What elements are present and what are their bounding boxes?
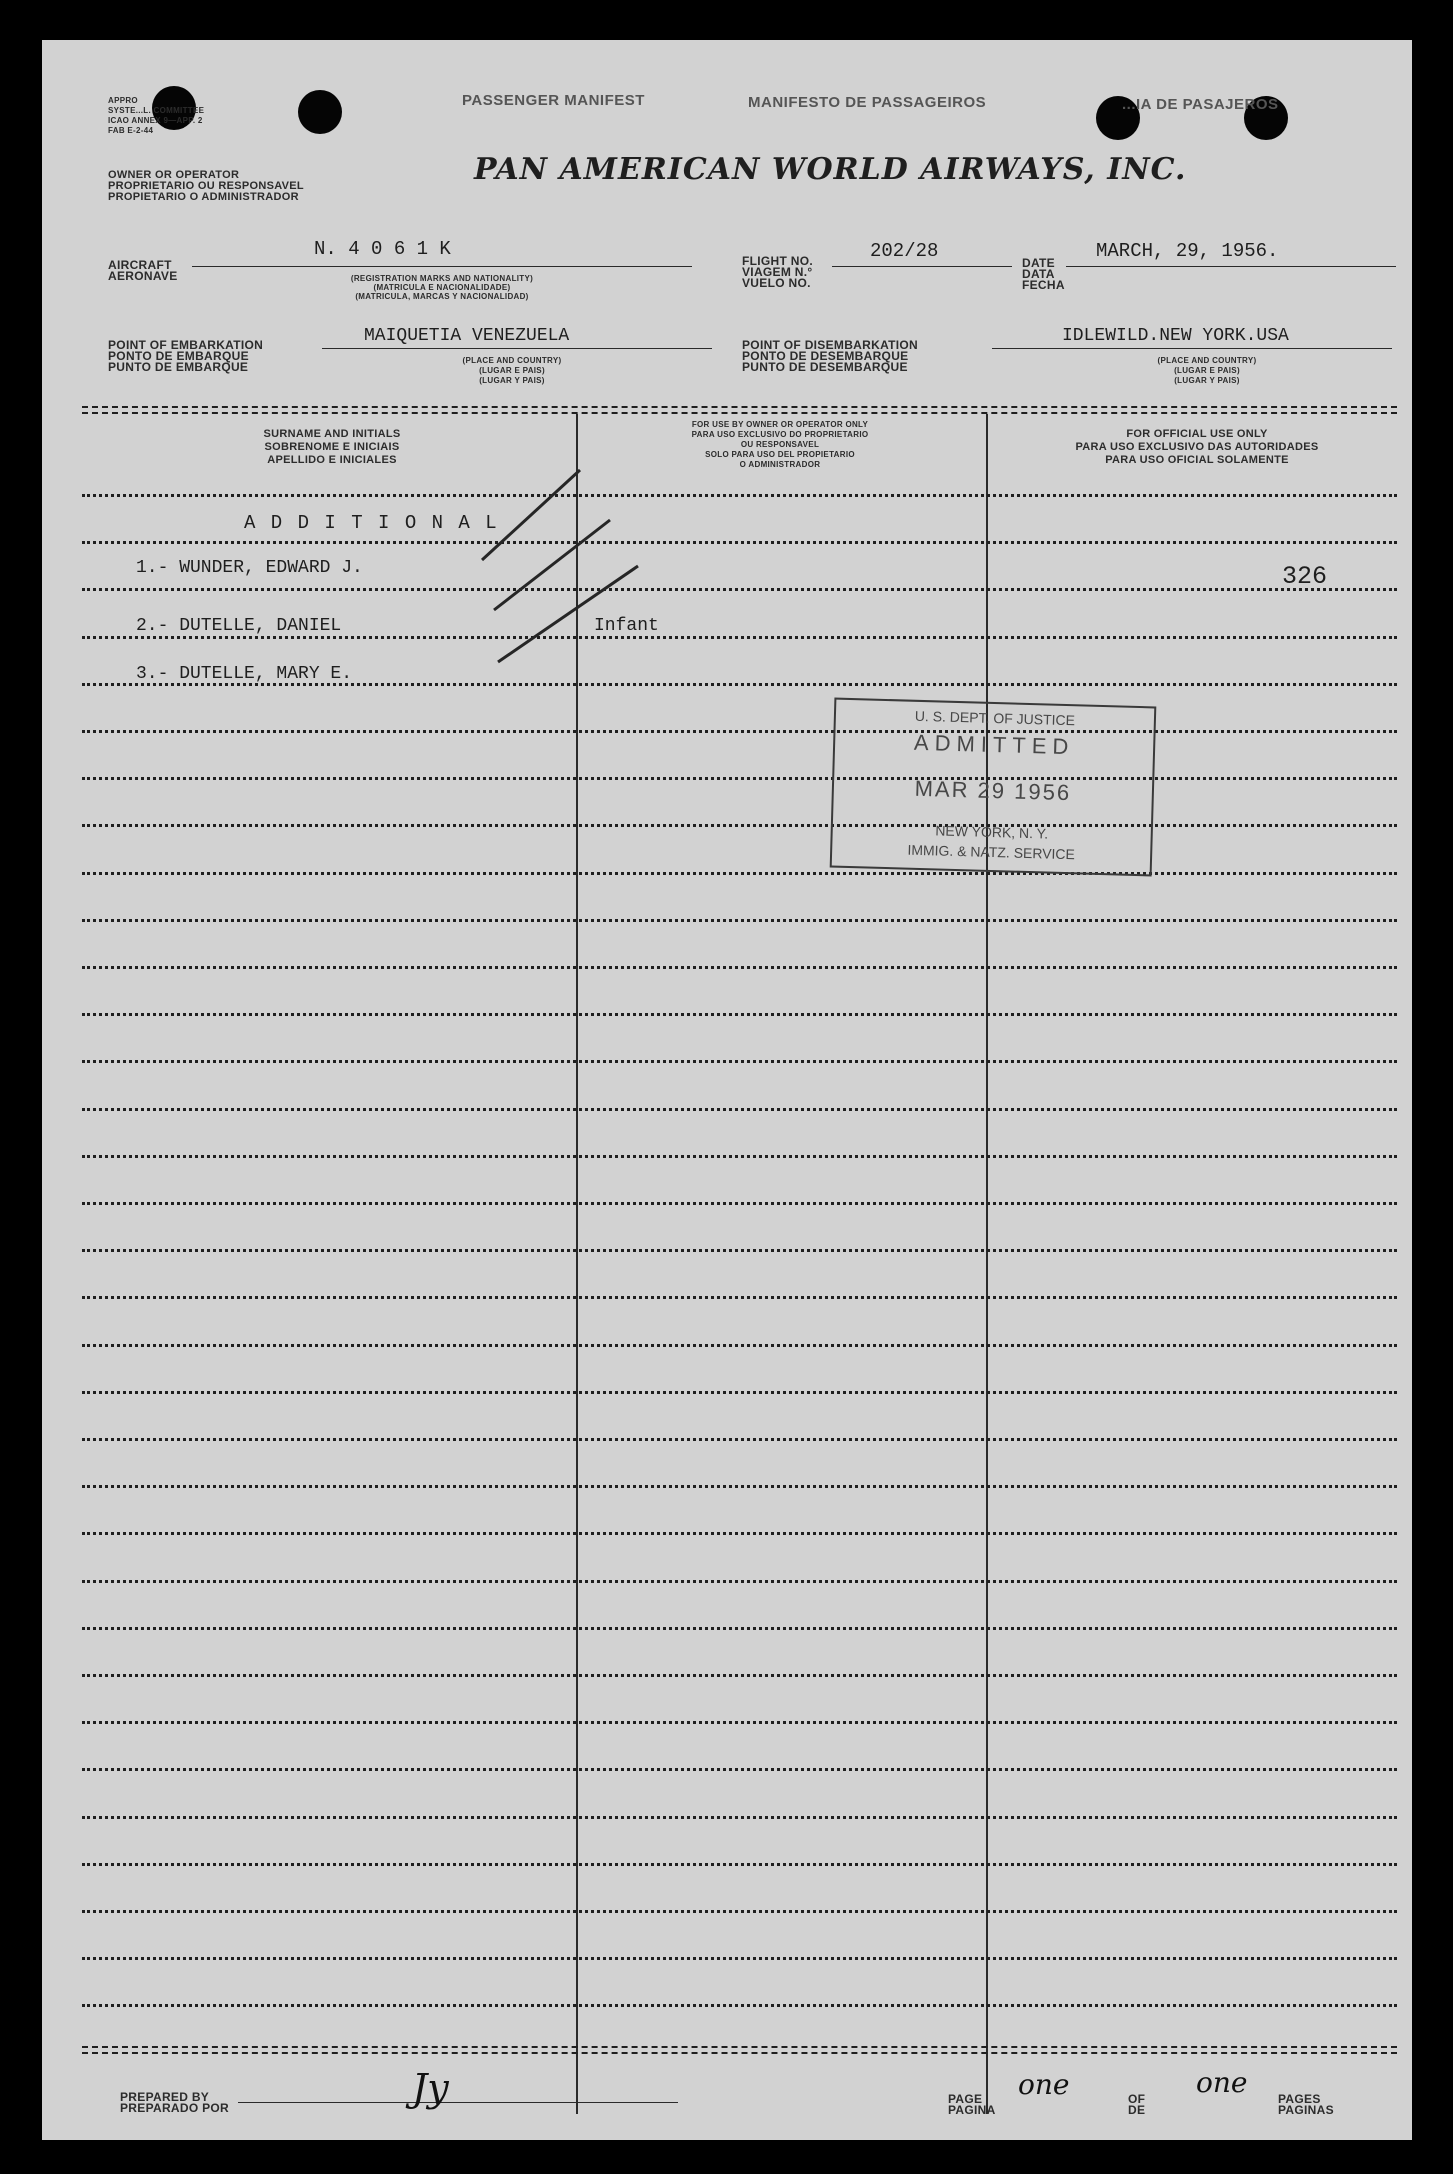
operator-column-header: FOR USE BY OWNER OR OPERATOR ONLY PARA USO EXCLUSIVO DO PROPRIETARIO OU RESPONSAVEL SOLO PARA USO DEL PROPIETARIO O ADMINISTRADOR [691, 420, 869, 469]
form-title-en: PASSENGER MANIFEST [462, 92, 645, 109]
table-bottom-rule [82, 2046, 1397, 2048]
ruled-line [82, 777, 1397, 780]
ruled-line [82, 1438, 1397, 1441]
ruled-line [82, 919, 1397, 922]
flight-label: FLIGHT NO. VIAGEM N.° VUELO NO. [742, 254, 813, 290]
of-value: one [1196, 2066, 1248, 2099]
table-bottom-rule [82, 2052, 1397, 2054]
ruled-line [82, 1296, 1397, 1299]
ruled-line [82, 1816, 1397, 1819]
prepared-label: PREPARED BY PREPARADO POR [120, 2090, 230, 2115]
operator-note: Infant [594, 616, 659, 636]
ruled-line [82, 1721, 1397, 1724]
aircraft-label: AIRCRAFT AERONAVE [108, 258, 178, 283]
form-title-es: ...IA DE PASAJEROS [1122, 96, 1279, 113]
ruled-line [82, 1768, 1397, 1771]
date-value: MARCH, 29, 1956. [1096, 240, 1279, 262]
operator-label: OWNER OR OPERATOR PROPRIETARIO OU RESPONSAVEL PROPIETARIO O ADMINISTRADOR [108, 169, 304, 203]
approval-block: APPRO SYSTE...L. COMMITTEE ICAO ANNEX 9—APP. 2 FAB E-2-44 [108, 96, 205, 135]
stamp-line: MAR 29 1956 [914, 775, 1072, 806]
check-marks [42, 40, 1412, 740]
ruled-line [82, 872, 1397, 875]
ruled-line [82, 1485, 1397, 1488]
ruled-line [82, 1249, 1397, 1252]
aircraft-value: N. 4 0 6 1 K [314, 238, 451, 260]
ruled-line [82, 1060, 1397, 1063]
flight-value: 202/28 [870, 240, 939, 262]
immigration-stamp [830, 698, 1157, 877]
official-column-header: FOR OFFICIAL USE ONLY PARA USO EXCLUSIVO DAS AUTORIDADES PARA USO OFICIAL SOLAMENTE [1075, 428, 1319, 466]
ruled-line [82, 1863, 1397, 1866]
passenger-name: 3.- DUTELLE, MARY E. [136, 664, 353, 684]
ruled-line [82, 1674, 1397, 1677]
ruled-line [82, 1391, 1397, 1394]
ruled-line [82, 1532, 1397, 1535]
additional-heading: A D D I T I O N A L [244, 512, 499, 534]
official-note: 326 [1282, 562, 1328, 591]
passenger-name: 2.- DUTELLE, DANIEL [136, 616, 342, 636]
ruled-line [82, 1344, 1397, 1347]
ruled-line [82, 2004, 1397, 2007]
check-mark [482, 470, 580, 560]
of-label: OF DE [1128, 2092, 1146, 2117]
prepared-signature: Jy [412, 2066, 449, 2110]
check-mark [498, 566, 638, 662]
stamp-line: U. S. DEPT. OF JUSTICE [914, 707, 1076, 729]
date-label: DATE DATA FECHA [1022, 256, 1065, 292]
ruled-line [82, 1155, 1397, 1158]
ruled-line [82, 1580, 1397, 1583]
ruled-line [82, 1910, 1397, 1913]
ruled-line [82, 1202, 1397, 1205]
page-label: PAGE PAGINA [948, 2092, 996, 2117]
ruled-line [82, 966, 1397, 969]
manifest-sheet [42, 40, 1412, 2140]
stamp-line: NEW YORK, N. Y. [935, 822, 1049, 842]
embarkation-label: POINT OF EMBARKATION PONTO DE EMBARQUE PUNTO DE EMBARQUE [108, 338, 264, 374]
form-title-pt: MANIFESTO DE PASSAGEIROS [748, 94, 987, 111]
disembarkation-place-sublabel: (PLACE AND COUNTRY) (LUGAR E PAIS) (LUGAR Y PAIS) [1157, 356, 1257, 385]
page-value: one [1018, 2068, 1070, 2101]
ruled-line [82, 824, 1397, 827]
embarkation-value: MAIQUETIA VENEZUELA [364, 326, 570, 346]
ruled-line [82, 1013, 1397, 1016]
passenger-name: 1.- WUNDER, EDWARD J. [136, 558, 363, 578]
disembarkation-value: IDLEWILD.NEW YORK.USA [1062, 326, 1289, 346]
stamp-line: ADMITTED [913, 729, 1075, 760]
ruled-line [82, 1108, 1397, 1111]
operator-name: PAN AMERICAN WORLD AIRWAYS, INC. [474, 152, 1187, 187]
pages-label: PAGES PAGINAS [1278, 2092, 1334, 2117]
aircraft-sublabel: (REGISTRATION MARKS AND NATIONALITY) (MATRICULA E NACIONALIDADE) (MATRICULA, MARCAS Y NACIONALIDAD) [350, 274, 534, 301]
ruled-line [82, 1627, 1397, 1630]
disembarkation-label: POINT OF DISEMBARKATION PONTO DE DESEMBARQUE PUNTO DE DESEMBARQUE [742, 338, 919, 374]
ruled-line [82, 1957, 1397, 1960]
prepared-underline [238, 2102, 678, 2103]
names-column-header: SURNAME AND INITIALS SOBRENOME E INICIAIS APELLIDO E INICIALES [263, 428, 401, 466]
embarkation-place-sublabel: (PLACE AND COUNTRY) (LUGAR E PAIS) (LUGAR Y PAIS) [462, 356, 562, 385]
stamp-line: IMMIG. & NATZ. SERVICE [907, 841, 1076, 863]
